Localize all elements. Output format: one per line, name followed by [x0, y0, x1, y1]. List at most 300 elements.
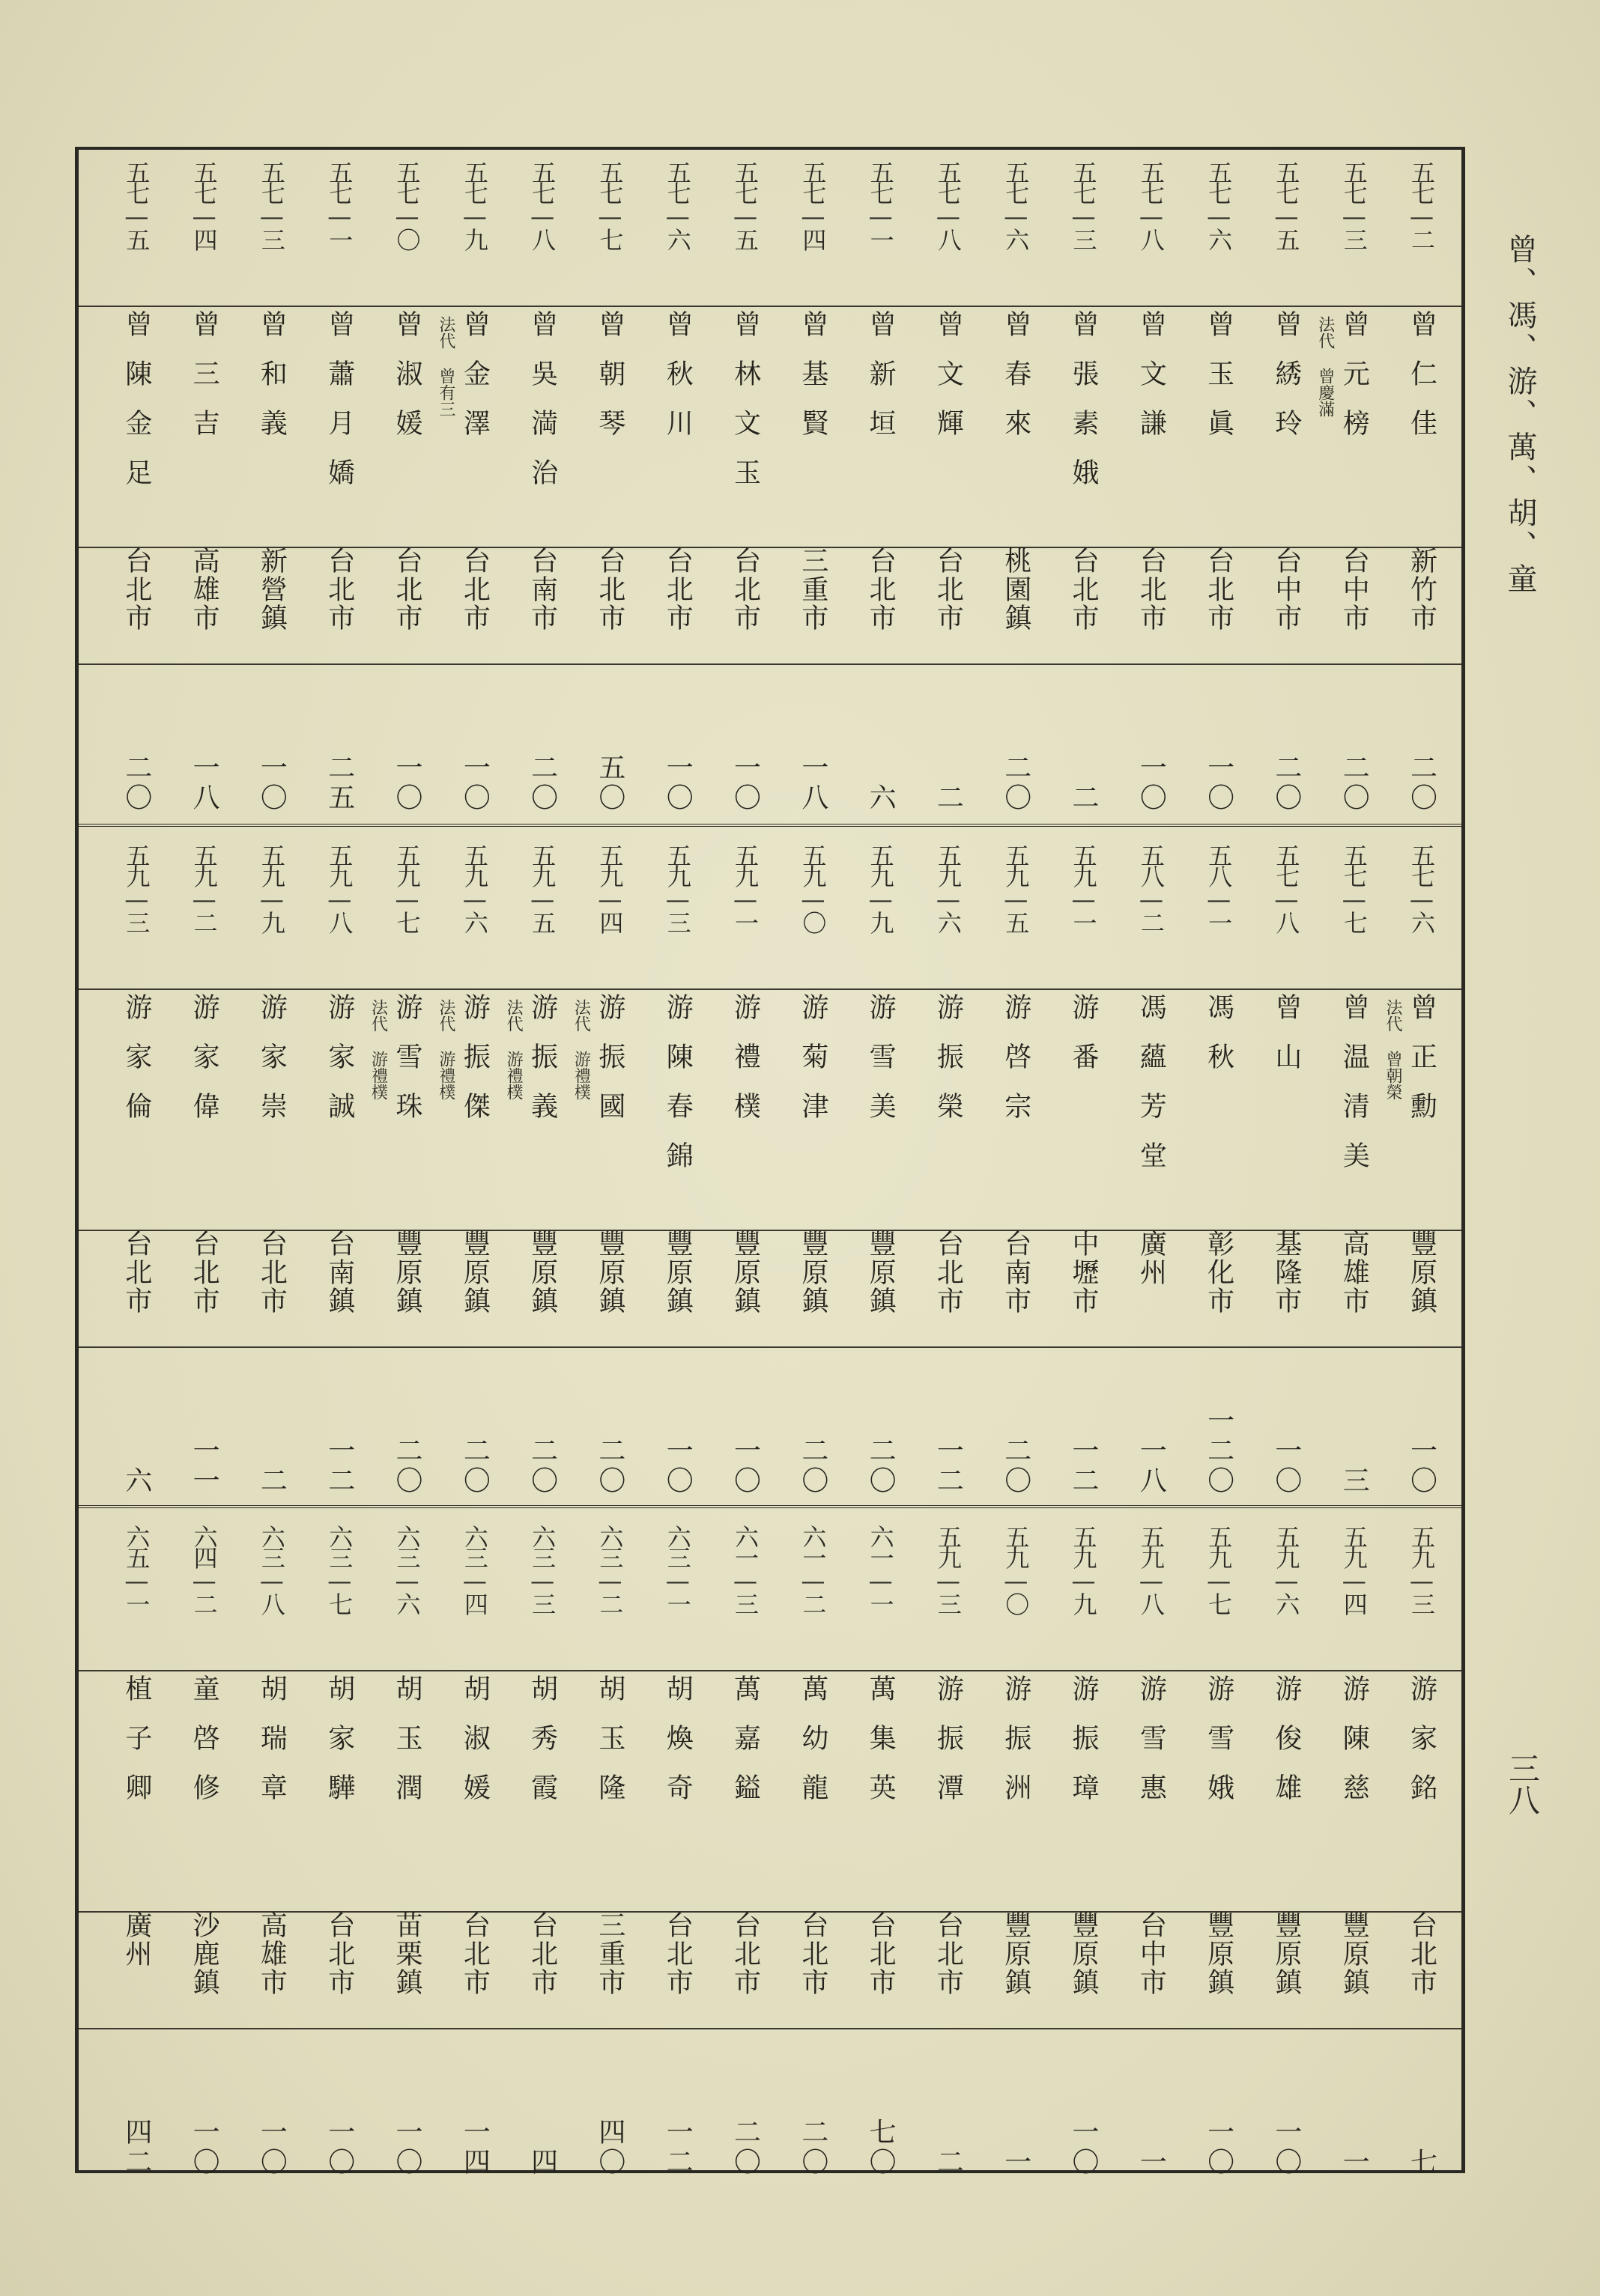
share-count: 一〇 [256, 753, 288, 813]
entry-number: 五七—三 [1069, 160, 1098, 249]
shareholder-name: 曾文謙 [1136, 310, 1167, 458]
table-column-entry [509, 150, 576, 821]
table-column-entry [1252, 833, 1320, 1504]
shareholder-name: 曾蕭月嬌 [324, 310, 355, 508]
table-column-entry [171, 1514, 238, 2185]
shareholder-name: 游番 [1068, 993, 1099, 1092]
shareholder-name: 游家倫 [121, 993, 152, 1141]
shareholder-name: 胡玉隆 [594, 1674, 625, 1823]
entry-number: 六一—三 [731, 1525, 760, 1613]
shareholder-place: 台中市 [1339, 547, 1370, 632]
table-column-entry [1388, 150, 1455, 821]
shareholder-place: 豐原鎮 [392, 1230, 422, 1315]
shareholder-name: 曾淑媛 [392, 310, 422, 458]
share-count: 四〇 [594, 2118, 625, 2178]
share-count: 二〇 [527, 1436, 558, 1496]
share-count: 二 [933, 2148, 964, 2178]
shareholder-name: 游俊雄 [1270, 1674, 1302, 1823]
entry-number: 五七—八 [933, 160, 963, 249]
entry-number: 五七—六 [1001, 160, 1031, 249]
share-count: 六 [121, 1466, 152, 1496]
shareholder-place: 台中市 [1270, 547, 1302, 632]
entry-number: 五七—六 [663, 160, 692, 249]
shareholder-name: 萬幼龍 [797, 1674, 828, 1823]
shareholder-name: 胡家驊 [324, 1674, 355, 1823]
shareholder-name: 胡玉潤 [392, 1674, 422, 1823]
entry-number: 五七—八 [528, 160, 557, 249]
share-count: 一二 [662, 2118, 694, 2178]
entry-number: 五九—九 [1069, 1525, 1098, 1613]
share-count: 二五 [324, 753, 355, 813]
entry-number: 五九—七 [1204, 1525, 1234, 1613]
shareholder-name: 游陳春錦 [662, 993, 694, 1191]
table-column-entry [306, 1514, 373, 2185]
shareholder-place: 豐原鎮 [797, 1230, 828, 1315]
entry-number: 五七—五 [731, 160, 760, 249]
share-count: 一〇 [459, 753, 491, 813]
shareholder-name: 游雪珠 [392, 993, 422, 1141]
shareholder-name: 萬嘉鎰 [730, 1674, 761, 1823]
legal-representative-note: 法代 游禮樸 [504, 999, 524, 1100]
shareholder-name: 曾張素娥 [1068, 310, 1099, 508]
shareholder-place: 三重市 [594, 1911, 625, 1996]
table-column-entry [915, 833, 982, 1504]
shareholder-name: 游雪惠 [1136, 1674, 1167, 1823]
table-band [79, 1514, 1461, 2185]
entry-number: 五九—三 [1407, 1525, 1436, 1613]
shareholder-name: 曾陳金足 [121, 310, 152, 508]
shareholder-place: 高雄市 [189, 547, 220, 632]
share-count: 二〇 [797, 1436, 828, 1496]
table-column-entry [576, 1514, 643, 2185]
shareholder-name: 胡瑞章 [256, 1674, 288, 1823]
legal-representative-note: 法代 曾慶滿 [1315, 316, 1335, 417]
share-count: 二〇 [594, 1436, 625, 1496]
entry-number: 五七—七 [1339, 843, 1369, 932]
share-count: 二〇 [797, 2118, 828, 2178]
shareholder-name: 曾山 [1270, 993, 1302, 1092]
entry-number: 六五—一 [122, 1525, 151, 1613]
entry-number: 六一—二 [799, 1525, 828, 1613]
shareholder-name: 曾三吉 [189, 310, 220, 458]
shareholder-name: 游陳慈 [1339, 1674, 1370, 1823]
entry-number: 五九—七 [393, 843, 422, 932]
shareholder-name: 游振國 [594, 993, 625, 1141]
table-column-entry [238, 1514, 306, 2185]
entry-number: 五九—二 [190, 843, 219, 932]
entry-number: 五九—八 [325, 843, 354, 932]
share-count: 二〇 [865, 1436, 897, 1496]
table-column-entry [1118, 833, 1185, 1504]
shareholder-place: 台北市 [459, 547, 491, 632]
entry-number: 五九—三 [933, 1525, 963, 1613]
shareholder-place: 台北市 [392, 547, 422, 632]
share-count: 一 [1339, 2148, 1370, 2178]
share-count: 五〇 [594, 753, 625, 813]
table-column-entry [306, 833, 373, 1504]
shareholder-name: 游啓宗 [1000, 993, 1031, 1141]
shareholder-place: 廣州 [121, 1911, 152, 1968]
table-column-entry [847, 1514, 915, 2185]
table-column-entry [644, 1514, 712, 2185]
share-count: 一〇 [730, 753, 761, 813]
shareholder-place: 台北市 [933, 547, 964, 632]
shareholder-name: 曾林文玉 [730, 310, 761, 508]
shareholder-place: 台北市 [730, 547, 761, 632]
shareholder-place: 豐原鎮 [459, 1230, 491, 1315]
table-column-entry [103, 150, 170, 821]
entry-number: 五九—九 [866, 843, 895, 932]
shareholder-place: 台南鎮 [324, 1230, 355, 1315]
share-count: 一〇 [256, 2118, 288, 2178]
shareholder-place: 台北市 [121, 1230, 152, 1315]
table-column-entry [576, 150, 643, 821]
shareholder-place: 豐原鎮 [865, 1230, 897, 1315]
shareholder-name: 曾綉玲 [1270, 310, 1302, 458]
shareholder-place: 新營鎮 [256, 547, 288, 632]
shareholder-place: 台北市 [797, 1911, 828, 1996]
shareholder-name: 曾吳満治 [527, 310, 558, 508]
share-count: 三 [1339, 1466, 1370, 1496]
share-count: 一〇 [1136, 753, 1167, 813]
share-count: 一〇 [1270, 2118, 1302, 2178]
share-count: 一〇 [730, 1436, 761, 1496]
shareholder-name: 曾玉眞 [1203, 310, 1234, 458]
entry-number: 五九—六 [1272, 1525, 1301, 1613]
share-count: 二〇 [1406, 753, 1437, 813]
share-count: 四二 [121, 2118, 152, 2178]
table-column-entry [441, 1514, 509, 2185]
table-column-entry [982, 1514, 1049, 2185]
shareholder-place: 彰化市 [1203, 1230, 1234, 1315]
table-column-entry [306, 150, 373, 821]
shareholder-name: 曾朝琴 [594, 310, 625, 458]
shareholder-name: 游振璋 [1068, 1674, 1099, 1823]
shareholder-place: 台北市 [933, 1230, 964, 1315]
entry-number: 五八—一 [1204, 843, 1234, 932]
table-column-entry [1252, 1514, 1320, 2185]
entry-number: 五九—三 [122, 843, 151, 932]
share-count: 二〇 [1000, 1436, 1031, 1496]
running-head: 曾、馮、游、萬、胡、童 [1503, 234, 1537, 596]
entry-number: 五七—八 [1136, 160, 1166, 249]
shareholder-place: 中壢市 [1068, 1230, 1099, 1315]
entry-number: 六一—一 [866, 1525, 895, 1613]
share-count: 一二 [1068, 1436, 1099, 1496]
legal-representative-note: 法代 曾有三 [436, 316, 455, 417]
shareholder-name: 曾正勳 [1406, 993, 1437, 1141]
table-column-entry [915, 150, 982, 821]
shareholder-place: 三重市 [797, 547, 828, 632]
table-column-entry [1315, 150, 1388, 821]
table-column-entry [238, 150, 306, 821]
shareholder-place: 高雄市 [256, 1911, 288, 1996]
legal-representative-note: 法代 游禮樸 [572, 999, 591, 1100]
shareholder-place: 新竹市 [1406, 547, 1437, 632]
legal-representative-note: 法代 曾朝榮 [1384, 999, 1402, 1100]
shareholder-name: 游振傑 [459, 993, 491, 1141]
entry-number: 五八—二 [1136, 843, 1166, 932]
entry-number: 六三—一 [663, 1525, 692, 1613]
entry-number: 五七—六 [1204, 160, 1234, 249]
shareholder-place: 台北市 [594, 547, 625, 632]
shareholder-name: 曾基賢 [797, 310, 828, 458]
shareholder-name: 馮秋 [1203, 993, 1234, 1092]
share-count: 一〇 [324, 2118, 355, 2178]
shareholder-place: 台北市 [865, 547, 897, 632]
entry-number: 五九—三 [663, 843, 692, 932]
shareholder-place: 台南市 [527, 547, 558, 632]
shareholder-place: 台北市 [121, 547, 152, 632]
share-count: 一四 [459, 2118, 491, 2178]
entry-number: 五七—〇 [393, 160, 422, 249]
table-column-entry [915, 1514, 982, 2185]
shareholder-place: 豐原鎮 [1270, 1911, 1302, 1996]
shareholder-place: 桃園鎮 [1000, 547, 1031, 632]
shareholder-place: 豐原鎮 [730, 1230, 761, 1315]
shareholder-name: 游家銘 [1406, 1674, 1437, 1823]
table-column-entry [1118, 1514, 1185, 2185]
share-count: 一〇 [392, 2118, 422, 2178]
table-column-entry [369, 833, 441, 1504]
table-column-entry [1118, 150, 1185, 821]
shareholder-name: 游振義 [527, 993, 558, 1141]
entry-number: 五九—四 [596, 843, 625, 932]
share-count: 二〇 [1339, 753, 1370, 813]
entry-number: 五九—九 [257, 843, 286, 932]
entry-number: 五七—五 [122, 160, 151, 249]
entry-number: 六四—二 [190, 1525, 219, 1613]
table-column-entry [374, 150, 441, 821]
entry-number: 五九—〇 [799, 843, 828, 932]
share-count: 一 [1000, 2148, 1031, 2178]
shareholder-name: 游家崇 [256, 993, 288, 1141]
entry-number: 五七—七 [596, 160, 625, 249]
shareholder-place: 台北市 [1406, 1911, 1437, 1996]
table-column-entry [171, 150, 238, 821]
share-count: 一〇 [1203, 2118, 1234, 2178]
table-column-entry [779, 833, 846, 1504]
table-band [79, 150, 1461, 821]
entry-number: 五七—四 [190, 160, 219, 249]
shareholder-name: 游家偉 [189, 993, 220, 1141]
table-column-entry [509, 1514, 576, 2185]
table-column-entry [171, 833, 238, 1504]
shareholder-place: 苗栗鎮 [392, 1911, 422, 1996]
shareholder-place: 台北市 [933, 1911, 964, 1996]
share-count: 七 [1406, 2148, 1437, 2178]
entry-number: 五九—五 [1001, 843, 1031, 932]
table-column-entry [504, 833, 576, 1504]
shareholder-name: 曾新垣 [865, 310, 897, 458]
shareholder-name: 游振榮 [933, 993, 964, 1141]
entry-number: 六三—七 [325, 1525, 354, 1613]
share-count: 二〇 [121, 753, 152, 813]
share-count: 二 [256, 1466, 288, 1496]
shareholder-place: 廣州 [1136, 1230, 1167, 1287]
shareholder-name: 游振潭 [933, 1674, 964, 1823]
share-count: 四 [527, 2148, 558, 2178]
shareholder-name: 胡秀霞 [527, 1674, 558, 1823]
share-count: 一〇 [1270, 1436, 1302, 1496]
entry-number: 五九—六 [933, 843, 963, 932]
share-count: 一八 [1136, 1436, 1167, 1496]
shareholder-name: 游禮樸 [730, 993, 761, 1141]
entry-number: 五九—六 [460, 843, 489, 932]
table-column-entry [644, 833, 712, 1504]
shareholder-name: 曾春來 [1000, 310, 1031, 458]
shareholder-place: 台北市 [662, 547, 694, 632]
table-column-entry [847, 833, 915, 1504]
shareholder-table [75, 147, 1465, 2178]
table-column-entry [644, 150, 712, 821]
table-column-entry [847, 150, 915, 821]
shareholder-name: 游雪美 [865, 993, 897, 1141]
share-count: 一〇 [1406, 1436, 1437, 1496]
entry-number: 六三—四 [460, 1525, 489, 1613]
band-divider [79, 1505, 1461, 1508]
entry-number: 五七—四 [799, 160, 828, 249]
shareholder-name: 曾温清美 [1339, 993, 1370, 1191]
table-column-entry [436, 833, 509, 1504]
table-column-entry [238, 833, 306, 1504]
table-column-entry [1050, 833, 1118, 1504]
table-column-entry [103, 833, 170, 1504]
shareholder-place: 台北市 [1203, 547, 1234, 632]
shareholder-name: 游振洲 [1000, 1674, 1031, 1823]
entry-number: 五七—九 [460, 160, 489, 249]
table-band [79, 833, 1461, 1504]
share-count: 一〇 [1203, 753, 1234, 813]
shareholder-place: 豐原鎮 [1406, 1230, 1437, 1315]
entry-number: 五九—一 [1069, 843, 1098, 932]
share-count: 二〇 [1000, 753, 1031, 813]
shareholder-place: 豐原鎮 [662, 1230, 694, 1315]
table-column-entry [1321, 1514, 1388, 2185]
shareholder-place: 台北市 [662, 1911, 694, 1996]
shareholder-name: 游雪娥 [1203, 1674, 1234, 1823]
entry-number: 五七—三 [257, 160, 286, 249]
share-count: 一〇 [662, 753, 694, 813]
shareholder-name: 曾和義 [256, 310, 288, 458]
table-column-entry [1050, 1514, 1118, 2185]
entry-number: 五七—六 [1407, 843, 1436, 932]
shareholder-place: 台北市 [865, 1911, 897, 1996]
share-count: 二〇 [730, 2118, 761, 2178]
table-column-entry [712, 150, 779, 821]
entry-number: 五七—二 [1407, 160, 1436, 249]
shareholder-place: 台北市 [730, 1911, 761, 1996]
share-count: 一二〇 [1203, 1406, 1234, 1496]
shareholder-place: 基隆市 [1270, 1230, 1302, 1315]
entry-number: 六三—三 [528, 1525, 557, 1613]
shareholder-name: 曾金澤 [459, 310, 491, 458]
share-count: 一〇 [392, 753, 422, 813]
share-count: 一八 [797, 753, 828, 813]
table-column-entry [982, 150, 1049, 821]
entry-number: 五七—一 [325, 160, 354, 249]
shareholder-name: 萬集英 [865, 1674, 897, 1823]
share-count: 二〇 [459, 1436, 491, 1496]
share-count: 二 [1068, 783, 1099, 813]
shareholder-place: 台北市 [189, 1230, 220, 1315]
entry-number: 五九—八 [1136, 1525, 1166, 1613]
shareholder-place: 台北市 [256, 1230, 288, 1315]
shareholder-place: 豐原鎮 [527, 1230, 558, 1315]
table-column-entry [1384, 833, 1455, 1504]
entry-number: 五九—五 [528, 843, 557, 932]
table-column-entry [1388, 1514, 1455, 2185]
share-count: 一〇 [189, 2118, 220, 2178]
shareholder-place: 台北市 [1136, 547, 1167, 632]
share-count: 一二 [933, 1436, 964, 1496]
share-count: 一二 [324, 1436, 355, 1496]
table-column-entry [1185, 1514, 1252, 2185]
shareholder-name: 胡煥奇 [662, 1674, 694, 1823]
table-column-entry [1050, 150, 1118, 821]
table-column-entry [103, 1514, 170, 2185]
share-count: 七〇 [865, 2118, 897, 2178]
shareholder-place: 豐原鎮 [1000, 1911, 1031, 1996]
band-divider [79, 824, 1461, 827]
legal-representative-note: 法代 游禮樸 [436, 999, 455, 1100]
table-column-entry [779, 1514, 846, 2185]
shareholder-place: 台北市 [459, 1911, 491, 1996]
shareholder-place: 豐原鎮 [1068, 1911, 1099, 1996]
share-count: 二〇 [527, 753, 558, 813]
shareholder-place: 豐原鎮 [594, 1230, 625, 1315]
shareholder-place: 台南市 [1000, 1230, 1031, 1315]
entry-number: 五七—一 [866, 160, 895, 249]
shareholder-name: 曾元榜 [1339, 310, 1370, 458]
share-count: 一一 [189, 1436, 220, 1496]
shareholder-name: 胡淑媛 [459, 1674, 491, 1823]
table-column-entry [572, 833, 643, 1504]
share-count: 二〇 [1270, 753, 1302, 813]
table-column-entry [982, 833, 1049, 1504]
share-count: 二〇 [392, 1436, 422, 1496]
shareholder-place: 台北市 [324, 547, 355, 632]
legal-representative-note: 法代 游禮樸 [369, 999, 388, 1100]
shareholder-place: 沙鹿鎮 [189, 1911, 220, 1996]
entry-number: 六三—八 [257, 1525, 286, 1613]
share-count: 一 [1136, 2148, 1167, 2178]
shareholder-name: 馮蘊芳堂 [1136, 993, 1167, 1191]
share-count: 一〇 [1068, 2118, 1099, 2178]
entry-number: 五七—五 [1272, 160, 1301, 249]
page-number: 三八 [1504, 1752, 1541, 1815]
table-column-entry [712, 833, 779, 1504]
table-column-entry [712, 1514, 779, 2185]
shareholder-name: 游菊津 [797, 993, 828, 1141]
shareholder-place: 台北市 [324, 1911, 355, 1996]
table-column-entry [1321, 833, 1388, 1504]
share-count: 二 [933, 783, 964, 813]
table-column-entry [779, 150, 846, 821]
shareholder-place: 台北市 [527, 1911, 558, 1996]
shareholder-place: 台北市 [1068, 547, 1099, 632]
shareholder-name: 童啓修 [189, 1674, 220, 1823]
table-column-entry [374, 1514, 441, 2185]
entry-number: 五九—四 [1339, 1525, 1369, 1613]
entry-number: 五九—〇 [1001, 1525, 1031, 1613]
entry-number: 六三—二 [596, 1525, 625, 1613]
shareholder-name: 植子卿 [121, 1674, 152, 1823]
entry-number: 五七—三 [1339, 160, 1369, 249]
table-column-entry [1185, 833, 1252, 1504]
shareholder-place: 豐原鎮 [1339, 1911, 1370, 1996]
shareholder-place: 高雄市 [1339, 1230, 1370, 1315]
